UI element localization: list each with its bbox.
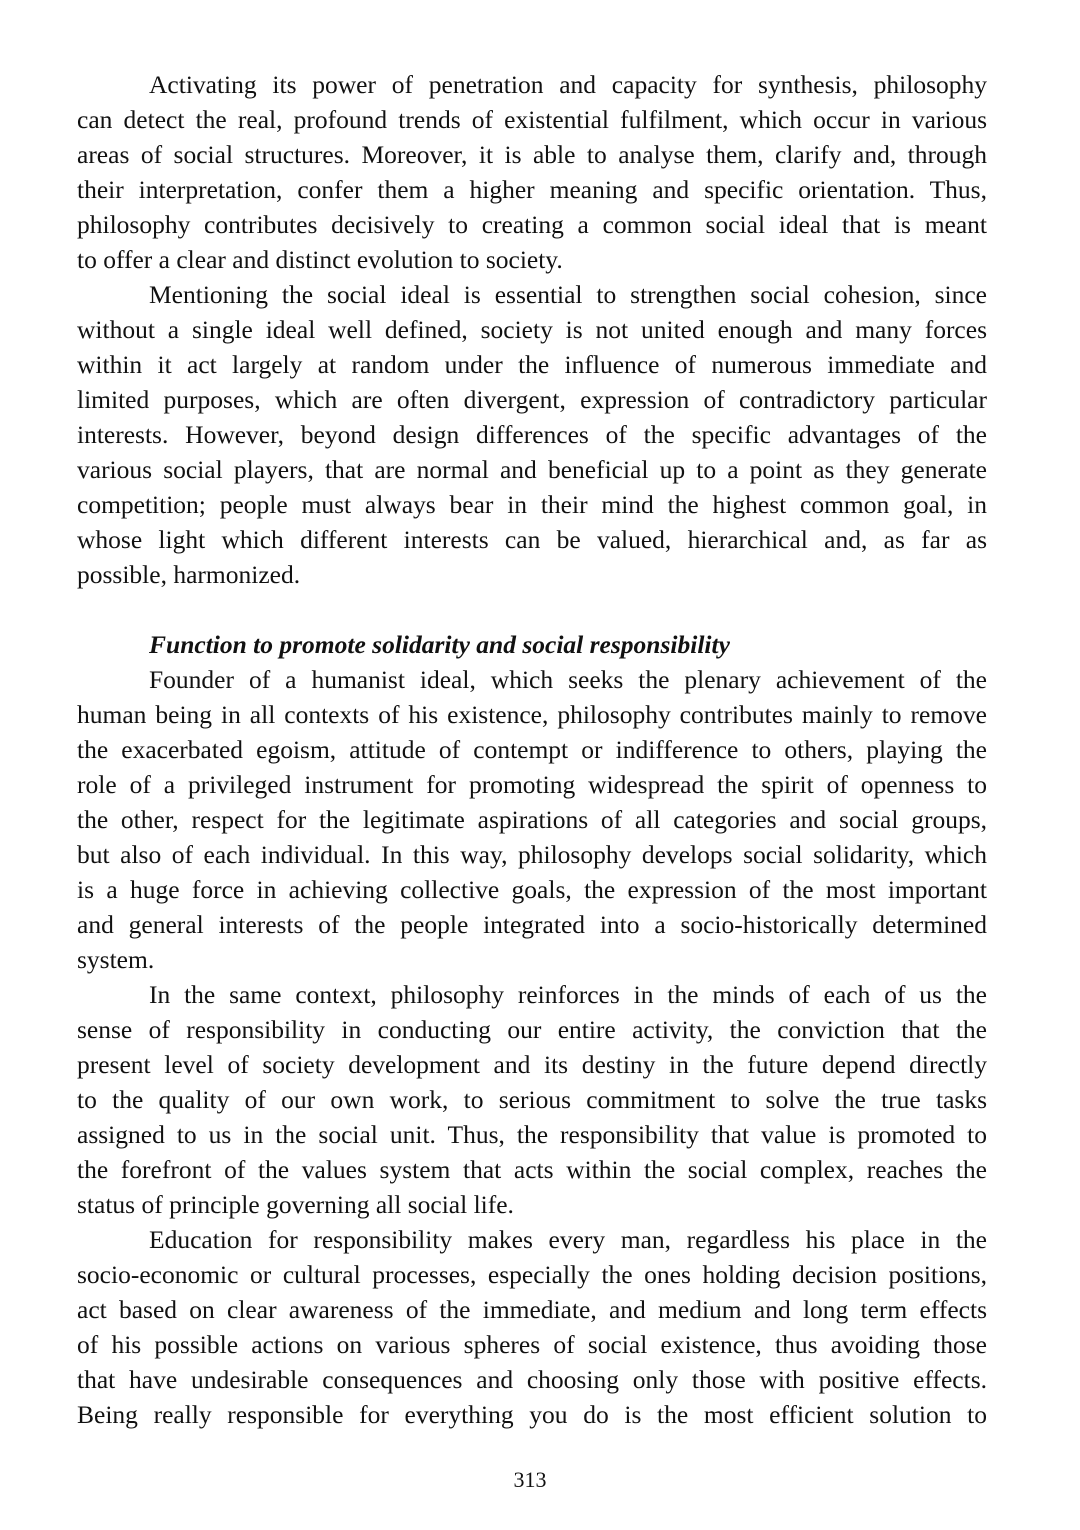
text-line: act based on clear awareness of the immediate, and medium and long term effects <box>77 1295 987 1324</box>
text-line: philosophy contributes decisively to creating a common social ideal that is meant <box>77 210 987 239</box>
paragraph <box>77 1222 987 1432</box>
paragraph <box>77 662 987 977</box>
text-line: and general interests of the people integrated into a socio-historically determined <box>77 910 987 939</box>
text-line: whose light which different interests can be valued, hierarchical and, as far as <box>77 525 987 554</box>
text-line: but also of each individual. In this way, philosophy develops social solidarity, which <box>77 840 987 869</box>
text-line: areas of social structures. Moreover, it is able to analyse them, clarify and, through <box>77 140 987 169</box>
text-line: of his possible actions on various spheres of social existence, thus avoiding those <box>77 1330 987 1359</box>
text-line: Mentioning the social ideal is essential to strengthen social cohesion, since <box>149 280 987 309</box>
text-line: assigned to us in the social unit. Thus, the responsibility that value is promoted to <box>77 1120 987 1149</box>
text-line: interests. However, beyond design differences of the specific advantages of the <box>77 420 987 449</box>
text-line: human being in all contexts of his existence, philosophy contributes mainly to remove <box>77 700 987 729</box>
paragraphs-before-heading <box>77 67 987 592</box>
page-body <box>77 67 987 1432</box>
text-line: to the quality of our own work, to serious commitment to solve the true tasks <box>77 1085 987 1114</box>
paragraph <box>77 277 987 592</box>
text-line: the exacerbated egoism, attitude of contempt or indifference to others, playing the <box>77 735 987 764</box>
paragraphs-after-heading <box>77 662 987 1432</box>
paragraph <box>77 67 987 277</box>
text-line: In the same context, philosophy reinforces in the minds of each of us the <box>149 980 987 1009</box>
text-line: limited purposes, which are often divergent, expression of contradictory particular <box>77 385 987 414</box>
text-line: Being really responsible for everything you do is the most efficient solution to <box>77 1400 987 1429</box>
text-line: can detect the real, profound trends of existential fulfilment, which occur in various <box>77 105 987 134</box>
text-line: Founder of a humanist ideal, which seeks the plenary achievement of the <box>149 665 987 694</box>
text-line: status of principle governing all social life. <box>77 1190 514 1219</box>
paragraph <box>77 977 987 1222</box>
text-line: their interpretation, confer them a higher meaning and specific orientation. Thus, <box>77 175 987 204</box>
text-line: various social players, that are normal and beneficial up to a point as they generate <box>77 455 987 484</box>
text-line: system. <box>77 945 155 974</box>
text-line: the forefront of the values system that acts within the social complex, reaches the <box>77 1155 987 1184</box>
text-line: possible, harmonized. <box>77 560 301 589</box>
text-line: role of a privileged instrument for promoting widespread the spirit of openness to <box>77 770 987 799</box>
text-line: present level of society development and its destiny in the future depend directly <box>77 1050 987 1079</box>
text-line: is a huge force in achieving collective goals, the expression of the most important <box>77 875 987 904</box>
text-line: within it act largely at random under the influence of numerous immediate and <box>77 350 987 379</box>
text-line: the other, respect for the legitimate aspirations of all categories and social groups, <box>77 805 987 834</box>
section-heading: Function to promote solidarity and social responsibility <box>149 630 730 659</box>
text-line: Education for responsibility makes every man, regardless his place in the <box>149 1225 987 1254</box>
text-line: sense of responsibility in conducting our entire activity, the conviction that the <box>77 1015 987 1044</box>
text-line: that have undesirable consequences and choosing only those with positive effects. <box>77 1365 987 1394</box>
text-line: to offer a clear and distinct evolution to society. <box>77 245 563 274</box>
text-line: socio-economic or cultural processes, especially the ones holding decision positions, <box>77 1260 987 1289</box>
text-line: Activating its power of penetration and capacity for synthesis, philosophy <box>149 70 987 99</box>
page-number: 313 <box>513 1467 547 1492</box>
text-line: without a single ideal well defined, society is not united enough and many forces <box>77 315 987 344</box>
text-line: competition; people must always bear in their mind the highest common goal, in <box>77 490 987 519</box>
